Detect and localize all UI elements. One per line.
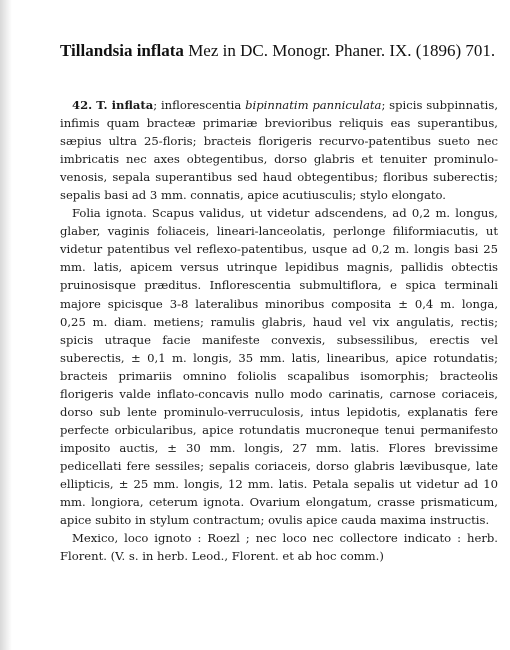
species-heading: 42. T. inflata xyxy=(72,98,154,112)
locality-paragraph: Mexico, loco ignoto : Roezl ; nec loco nec collectore indicato : herb. Florent. (V. s. in herb. Leod., Florent. et ab hoc comm.) xyxy=(60,531,498,564)
citation-reference: Mez in DC. Monogr. Phaner. IX. (1896) 701. xyxy=(183,41,496,60)
species-name: Tillandsia inflata xyxy=(60,41,184,60)
diagnosis-paragraph: 42. T. inflata; inflorescentia bipinnatim panniculata; spicis subpinnatis, infimis quam bracteæ primariæ brevioribus reliquis eas superantibus, sæpius ultra 25-floris; bracteis florigeris recurvo-patentibus sueto nec imbricatis nec axes obtegentibus, dorso glabris et tenuiter prominulo-venosis, sepala superantibus sed haud obtegentibus; floribus suberectis; sepalis basi ad 3 mm. connatis, apice acutiusculis; stylo elongato. xyxy=(60,98,499,203)
species-citation xyxy=(60,41,500,61)
scan-edge-shadow xyxy=(0,0,12,650)
description-paragraph: Folia ignota. Scapus validus, ut videtur adscendens, ad 0,2 m. longus, glaber, vaginis foliaceis, lineari-lanceolatis, perlonge filiformiacutis, ut videtur patentibus vel reflexo-patentibus, usque ad 0,2 m. longis basi 25 mm. latis, apicem versus utrinque lepidibus magnis, pallidis obtectis pruinosisque præditus. Inflorescentia submultiflora, e spica terminali majore spicisque 3-8 lateralibus minoribus composita ± 0,4 m. longa, 0,25 m. diam. metiens; ramulis glabris, haud vel vix angulatis, rectis; spicis utraque facie manifeste convexis, subsessilibus, erectis vel suberectis, ± 0,1 m. longis, 35 mm. latis, linearibus, apice rotundatis; bracteis primariis omnino foliolis scapalibus isomorphis; bracteolis florigeris valde inflato-concavis nullo modo carinatis, carnose coriaceis, dorso sub lente prominulo-verruculosis, intus lepidotis, explanatis fere perfecte orbicularibus, apice rotundatis mucroneque tenui permanifesto imposito auctis, ± 30 mm. longis, 27 mm. latis. Flores brevissime pedicellati fere sessiles; sepalis coriaceis, dorso glabris lævibusque, late ellipticis, ± 25 mm. longis, 12 mm. latis. Petala sepalis ut videtur ad 10 mm. longiora, ceterum ignota. Ovarium elongatum, crasse prismaticum, apice subito in stylum contractum; ovulis apice cauda maxima instructis. xyxy=(60,206,498,528)
species-description xyxy=(60,96,498,565)
